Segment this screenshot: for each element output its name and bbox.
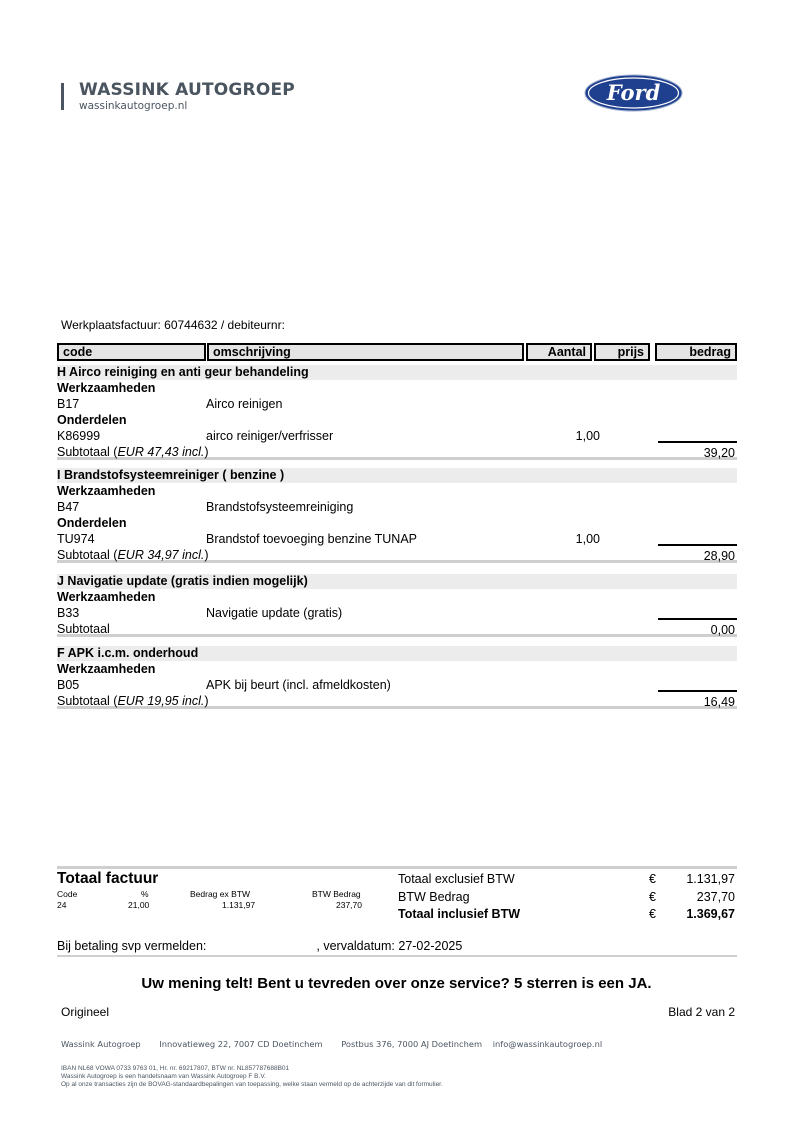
vat-total-label: BTW Bedrag [398,890,470,904]
item-code: B17 [57,397,80,411]
line-item [57,677,737,693]
feedback-slogan: Uw mening telt! Bent u tevreden over onze service? 5 sterren is een JA. [141,975,652,992]
invoice-section [57,365,737,460]
total-incl-label: Totaal inclusief BTW [398,907,520,921]
total-excl-value: 1.131,97 [686,872,735,886]
item-description: Airco reinigen [206,397,283,411]
subtotal-row [57,621,737,637]
subtotal-amount: 28,90 [703,549,735,563]
footer-address [61,1039,618,1049]
ford-logo-icon [584,74,683,112]
subtotal-rule [658,618,737,620]
item-description: APK bij beurt (incl. afmeldkosten) [206,678,391,692]
line-item [57,428,737,444]
footer-legal [61,1065,443,1090]
totals-title: Totaal factuur [57,870,159,887]
subtotal-incl: EUR 34,97 incl. [117,548,205,562]
invoice-section [57,646,737,709]
item-code: K86999 [57,429,101,443]
column-header-price: prijs [594,343,650,361]
footer-postbus: Postbus 376, 7000 AJ Doetinchem [341,1039,483,1049]
vat-header-code: Code [57,889,78,899]
subtotal-label: Subtotaal [57,622,110,636]
column-header-amount: bedrag [655,343,737,361]
footer-company: Wassink Autogroep [61,1039,141,1049]
vat-base: 1.131,97 [222,900,256,910]
footer-email: info@wassinkautogroep.nl [492,1039,603,1049]
group-label: Werkzaamheden [57,484,156,498]
group-label: Onderdelen [57,413,127,427]
copy-type: Origineel [61,1005,110,1019]
company-url: wassinkautogroep.nl [79,100,188,112]
subtotal-amount: 16,49 [703,695,735,709]
item-code: B05 [57,678,80,692]
item-code: B33 [57,606,80,620]
group-label: Onderdelen [57,516,127,530]
column-header-quantity: Aantal [526,343,592,361]
total-incl-value: 1.369,67 [686,907,735,921]
subtotal-rule [658,690,737,692]
vat-total-value: 237,70 [696,890,735,904]
section-title: J Navigatie update (gratis indien mogelijk) [57,574,737,589]
line-item [57,531,737,547]
page-number: Blad 2 van 2 [668,1005,735,1019]
subtotal-amount: 39,20 [703,446,735,460]
group-label: Werkzaamheden [57,381,156,395]
invoice-title: Werkplaatsfactuur: 60744632 / debiteurnr: [61,318,285,332]
group-label: Werkzaamheden [57,590,156,604]
subtotal-label: Subtotaal ( [57,694,118,708]
subtotal-row: Subtotaal (EUR 19,95 incl.) 16,49 [57,693,737,709]
company-name: WASSINK AUTOGROEP [79,80,295,100]
subtotal-incl: EUR 19,95 incl. [117,694,205,708]
column-header-code: code [57,343,206,361]
vat-percent: 21,00 [128,900,150,910]
ford-logo-text: Ford [606,80,661,105]
item-description: Brandstofsysteemreiniging [206,500,354,514]
vat-amount: 237,70 [336,900,362,910]
footer-street: Innovatieweg 22, 7007 CD Doetinchem [159,1039,323,1049]
total-excl-label: Totaal exclusief BTW [398,872,515,886]
item-code: B47 [57,500,80,514]
subtotal-label: Subtotaal ( [57,548,118,562]
payment-label: Bij betaling svp vermelden: [57,939,207,953]
subtotal-rule [658,441,737,443]
footer-legal-line: Op al onze transacties zijn de BOVAG-standaardbepalingen van toepassing, welke staan vermeld op de achterzijde van dit formulier. [61,1081,443,1089]
vat-header-base: Bedrag ex BTW [190,889,250,899]
vat-header-vat: BTW Bedrag [312,889,361,899]
footer-legal-line: IBAN NL68 VOWA 0733 9763 01, Hr. nr. 69217807, BTW nr. NL857787688B01 [61,1065,290,1072]
payment-due-date: , vervaldatum: 27-02-2025 [316,939,463,953]
item-description: Brandstof toevoeging benzine TUNAP [206,532,418,546]
currency-symbol: € [649,890,656,904]
column-header-description: omschrijving [207,343,524,361]
section-title: F APK i.c.m. onderhoud [57,646,737,661]
section-title: I Brandstofsysteemreiniger ( benzine ) [57,468,737,483]
group-label: Werkzaamheden [57,662,156,676]
currency-symbol: € [649,907,656,921]
invoice-section [57,468,737,563]
vat-code: 24 [57,900,67,910]
line-item [57,605,737,621]
line-item [57,499,737,515]
item-code: TU974 [57,532,95,546]
item-quantity: 1,00 [575,429,600,443]
item-description: Navigatie update (gratis) [206,606,343,620]
logo-bar [61,83,64,110]
subtotal-rule [658,544,737,546]
currency-symbol: € [649,872,656,886]
invoice-section [57,574,737,637]
footer-legal-line: Wassink Autogroep is een handelsnaam van Wassink Autogroep F B.V. [61,1073,266,1081]
vat-header-percent: % [141,889,149,899]
totals-divider [57,866,737,869]
subtotal-row: Subtotaal (EUR 47,43 incl.) 39,20 [57,444,737,460]
subtotal-amount: 0,00 [710,623,735,637]
subtotal-incl: EUR 47,43 incl. [117,445,205,459]
section-title: H Airco reiniging en anti geur behandeling [57,365,737,380]
subtotal-row: Subtotaal (EUR 34,97 incl.) 28,90 [57,547,737,563]
subtotal-label: Subtotaal ( [57,445,118,459]
item-quantity: 1,00 [575,532,600,546]
item-description: airco reiniger/verfrisser [206,429,334,443]
payment-reference [57,939,737,957]
line-item [57,396,737,412]
